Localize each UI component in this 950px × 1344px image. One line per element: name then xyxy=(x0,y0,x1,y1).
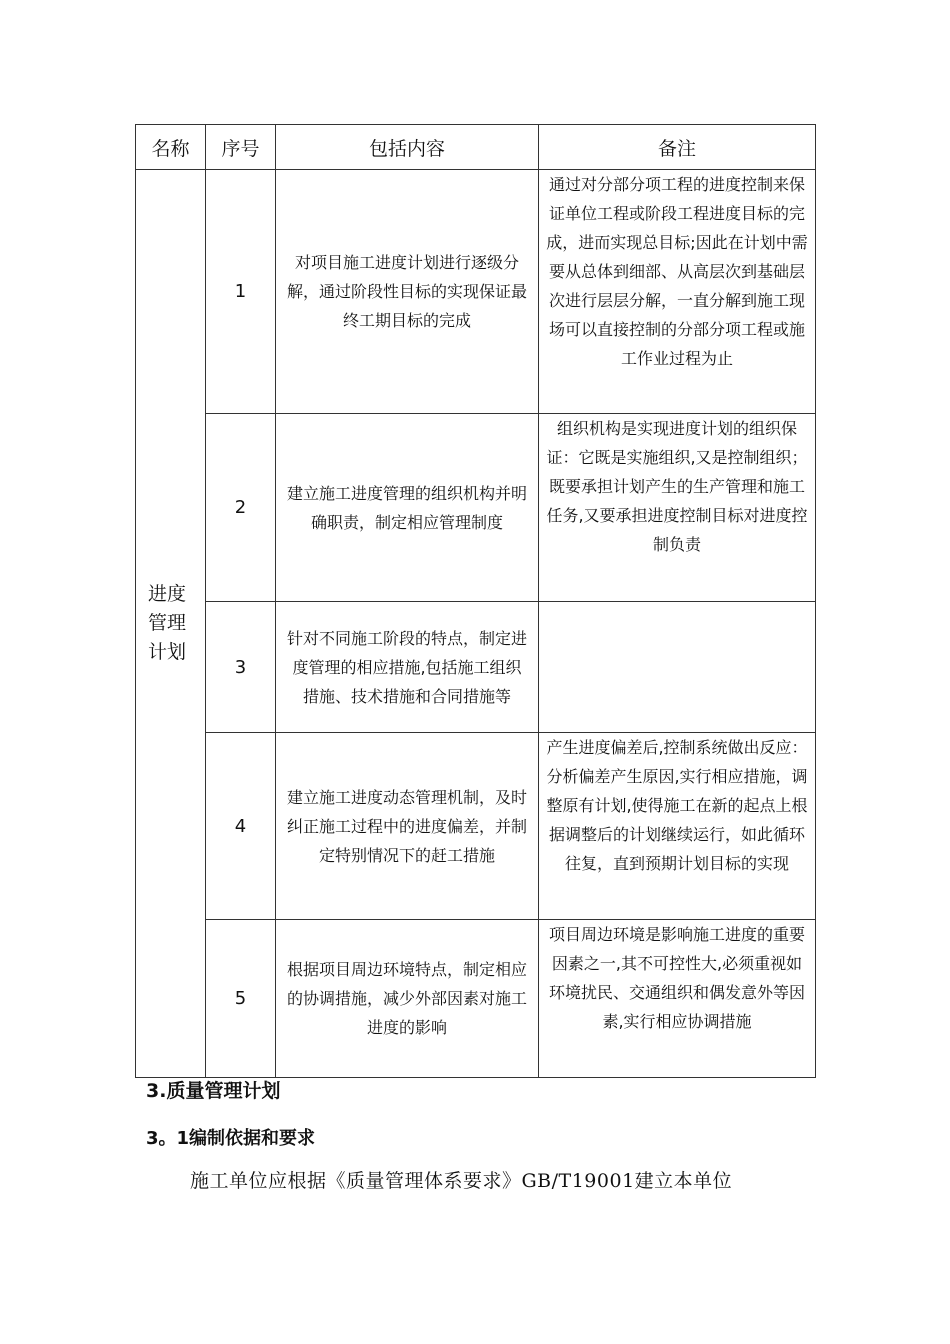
header-name: 名称 xyxy=(136,125,206,170)
subsection-heading: 3。1编制依据和要求 xyxy=(146,1128,316,1149)
row-note: 项目周边环境是影响施工进度的重要因素之一,其不可控性大,必须重视如环境扰民、交通组织和偶发意外等因素,实行相应协调措施 xyxy=(539,920,816,1078)
group-name-cell xyxy=(136,170,206,1078)
row-content: 对项目施工进度计划进行逐级分解，通过阶段性目标的实现保证最终工期目标的完成 xyxy=(276,170,539,414)
header-note: 备注 xyxy=(539,125,816,170)
header-seq: 序号 xyxy=(206,125,276,170)
header-content: 包括内容 xyxy=(276,125,539,170)
group-name: 进度管理计划 xyxy=(148,583,187,663)
row-seq: 3 xyxy=(206,602,276,733)
row-seq: 4 xyxy=(206,733,276,920)
table-header-row xyxy=(136,125,816,170)
row-content: 根据项目周边环境特点，制定相应的协调措施，减少外部因素对施工进度的影响 xyxy=(276,920,539,1078)
table-row xyxy=(136,602,816,733)
progress-plan-table xyxy=(135,124,816,1078)
row-note: 产生进度偏差后,控制系统做出反应：分析偏差产生原因,实行相应措施，调整原有计划,使得施工在新的起点上根据调整后的计划继续运行，如此循环往复，直到预期计划目标的实现 xyxy=(539,733,816,920)
row-note: 组织机构是实现进度计划的组织保证：它既是实施组织,又是控制组织；既要承担计划产生的生产管理和施工任务,又要承担进度控制目标对进度控制负责 xyxy=(539,414,816,602)
table-row xyxy=(136,414,816,602)
table-row xyxy=(136,920,816,1078)
section-heading: 3.质量管理计划 xyxy=(146,1080,281,1102)
row-note xyxy=(539,602,816,733)
row-content: 建立施工进度管理的组织机构并明确职责，制定相应管理制度 xyxy=(276,414,539,602)
row-note: 通过对分部分项工程的进度控制来保证单位工程或阶段工程进度目标的完成，进而实现总目标;因此在计划中需要从总体到细部、从高层次到基础层次进行层层分解，一直分解到施工现场可以直接控制的分部分项工程或施工作业过程为止 xyxy=(539,170,816,414)
row-content: 针对不同施工阶段的特点，制定进度管理的相应措施,包括施工组织措施、技术措施和合同措施等 xyxy=(276,602,539,733)
row-seq: 2 xyxy=(206,414,276,602)
table-row xyxy=(136,170,816,414)
row-seq: 5 xyxy=(206,920,276,1078)
table-row xyxy=(136,733,816,920)
body-paragraph: 施工单位应根据《质量管理体系要求》GB/T19001建立本单位 xyxy=(190,1170,733,1192)
row-content: 建立施工进度动态管理机制，及时纠正施工过程中的进度偏差，并制定特别情况下的赶工措施 xyxy=(276,733,539,920)
row-seq: 1 xyxy=(206,170,276,414)
